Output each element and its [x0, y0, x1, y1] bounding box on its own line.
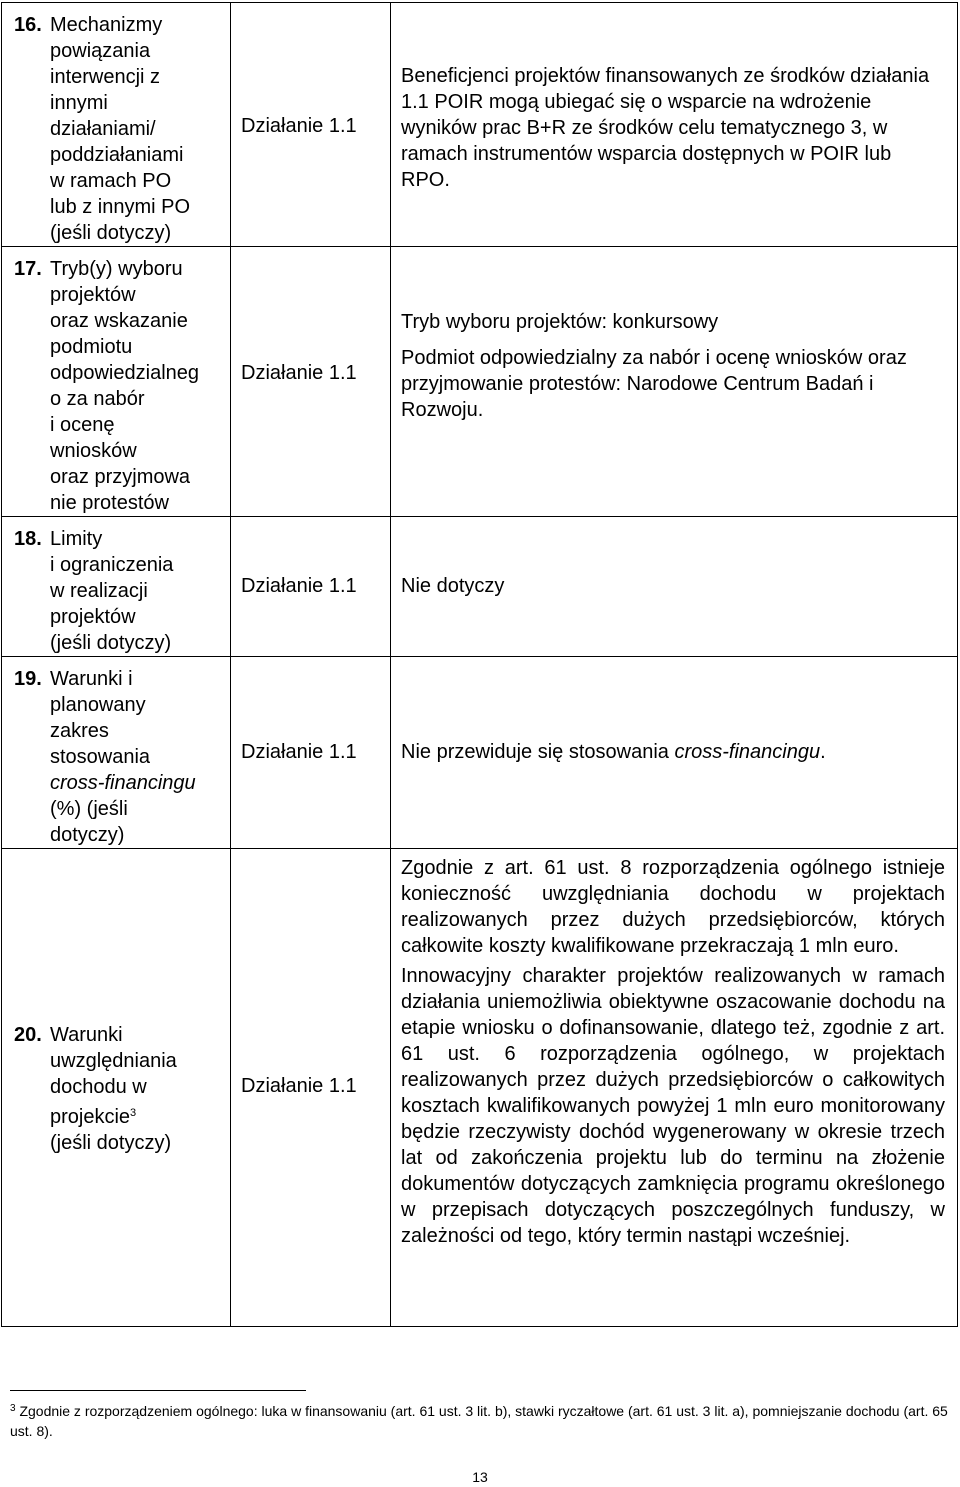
- label-line: oraz wskazanie: [50, 310, 188, 332]
- label-line: zakres: [50, 720, 109, 742]
- table-row: [2, 517, 958, 657]
- row-number: 19.: [14, 668, 42, 690]
- table-row: [2, 849, 958, 1327]
- content-italic-term: cross-financingu: [674, 741, 821, 763]
- dzialanie-label: Działanie 1.1: [241, 362, 357, 384]
- label-line: cross-financingu: [50, 772, 196, 794]
- label-line: projektów: [50, 606, 136, 628]
- label-line: planowany: [50, 694, 146, 716]
- label-line: Warunki i: [50, 668, 133, 690]
- dzialanie-cell: [231, 247, 391, 517]
- label-line: oraz przyjmowa: [50, 466, 191, 488]
- label-line: Tryb(y) wyboru: [50, 258, 183, 280]
- content-paragraph: Zgodnie z art. 61 ust. 8 rozporządzenia ogólnego istnieje konieczność uwzględniania dochodu w projektach realizowanych przez dużych przedsiębiorców, których całkowite koszty kwalifikowane przekraczają 1 mln euro.: [401, 857, 945, 957]
- footnote: [10, 1399, 950, 1441]
- label-line: dochodu w: [50, 1076, 147, 1098]
- label-line: projektów: [50, 284, 136, 306]
- label-line: i ograniczenia: [50, 554, 174, 576]
- table-row: [2, 247, 958, 517]
- label-line: Mechanizmy: [50, 14, 163, 36]
- content-text: Nie przewiduje się stosowania: [401, 741, 675, 763]
- label-line: Limity: [50, 528, 103, 550]
- row-number: 17.: [14, 258, 42, 280]
- label-line: dotyczy): [50, 824, 125, 846]
- table-row: [2, 657, 958, 849]
- dzialanie-cell: [231, 657, 391, 849]
- label-line: nie protestów: [50, 492, 169, 514]
- dzialanie-label: Działanie 1.1: [241, 741, 357, 763]
- row-number: 18.: [14, 528, 42, 550]
- label-line: (jeśli dotyczy): [50, 222, 172, 244]
- label-line: powiązania: [50, 40, 151, 62]
- content-cell: [391, 849, 958, 1327]
- label-line: (jeśli dotyczy): [50, 1132, 172, 1154]
- label-line: interwencji z: [50, 66, 161, 88]
- label-line: poddziałaniami: [50, 144, 184, 166]
- content-paragraph: Innowacyjny charakter projektów realizowanych w ramach działania uniemożliwia obiektywne oszacowanie dochodu na etapie wniosku o dofinansowanie, dlatego też, zgodnie z art. 61 ust. 6 rozporządzenia ogólnego, w projektach realizowanych przez dużych przedsiębiorców o całkowitych kosztach kwalifikowanych powyżej 1 mln euro monitorowany będzie rzeczywisty dochód wygenerowany w okresie trzech lat od zakończenia projektu lub do terminu na złożenie dokumentów dotyczących zamknięcia programu określonego w przepisach dotyczących poszczególnych funduszy, w zależności od tego, który termin nastąpi wcześniej.: [401, 965, 945, 1247]
- label-line: o za nabór: [50, 388, 145, 410]
- footnote-ref: 3: [130, 1107, 137, 1119]
- row-label-cell: [2, 3, 231, 247]
- label-line: uwzględniania: [50, 1050, 177, 1072]
- label-line: w ramach PO: [50, 170, 172, 192]
- label-line: i ocenę: [50, 414, 115, 436]
- footnote-text: Zgodnie z rozporządzeniem ogólnego: luka w finansowaniu (art. 61 ust. 3 lit. b), stawki ryczałtowe (art. 61 ust. 3 lit. a), pomniejszanie dochodu (art. 65 ust. 8).: [10, 1403, 948, 1439]
- label-line: Warunki: [50, 1024, 123, 1046]
- label-line: odpowiedzialneg: [50, 362, 200, 384]
- label-line: stosowania: [50, 746, 151, 768]
- content-text: .: [820, 741, 826, 763]
- label-text: projekcie: [50, 1106, 131, 1128]
- content-paragraph: Nie dotyczy: [401, 575, 505, 597]
- content-paragraph: Beneficjenci projektów finansowanych ze środków działania 1.1 POIR mogą ubiegać się o wsparcie na wdrożenie wyników prac B+R ze środków celu tematycznego 3, w ramach instrumentów wsparcia dostępnych w POIR lub RPO.: [401, 65, 930, 191]
- label-line: podmiotu: [50, 336, 133, 358]
- row-label-cell: [2, 657, 231, 849]
- content-paragraph: [401, 739, 945, 765]
- row-number: 16.: [14, 14, 42, 36]
- dzialanie-label: Działanie 1.1: [241, 115, 357, 137]
- dzialanie-cell: [231, 517, 391, 657]
- label-line: działaniami/: [50, 118, 156, 140]
- content-cell: [391, 657, 958, 849]
- footnote-separator: [10, 1390, 306, 1391]
- content-cell: [391, 517, 958, 657]
- dzialanie-cell: [231, 3, 391, 247]
- label-line: [50, 1100, 220, 1130]
- content-paragraph: Podmiot odpowiedzialny za nabór i ocenę wniosków oraz przyjmowanie protestów: Narodowe Centrum Badań i Rozwoju.: [401, 347, 907, 421]
- dzialanie-label: Działanie 1.1: [241, 575, 357, 597]
- label-line: (jeśli dotyczy): [50, 632, 172, 654]
- row-label-cell: [2, 247, 231, 517]
- row-label-cell: [2, 517, 231, 657]
- row-label-cell: [2, 849, 231, 1327]
- footnote-marker: 3: [10, 1403, 16, 1414]
- row-number: 20.: [14, 1024, 42, 1046]
- table-row: [2, 3, 958, 247]
- label-line: lub z innymi PO: [50, 196, 191, 218]
- label-line: w realizacji: [50, 580, 148, 602]
- content-cell: [391, 3, 958, 247]
- content-paragraph: Tryb wyboru projektów: konkursowy: [401, 311, 719, 333]
- label-line: wniosków: [50, 440, 137, 462]
- dzialanie-cell: [231, 849, 391, 1327]
- label-line: innymi: [50, 92, 108, 114]
- content-cell: [391, 247, 958, 517]
- dzialanie-label: Działanie 1.1: [241, 1075, 357, 1097]
- page-number: 13: [472, 1469, 488, 1485]
- document-table: [1, 2, 958, 1327]
- label-line: (%) (jeśli: [50, 798, 128, 820]
